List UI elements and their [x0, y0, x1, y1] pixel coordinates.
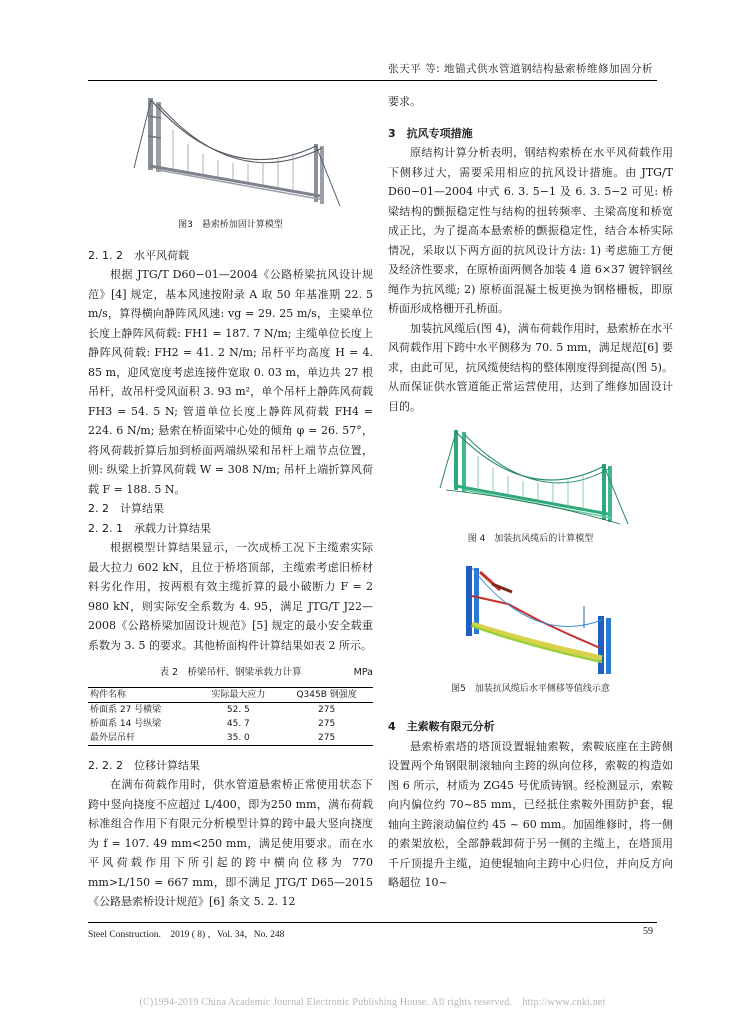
wind-load-paragraph: 根据 JTG/T D60−01—2004《公路桥梁抗风设计规范》[4] 规定，基本风速按附录 A 取 50 年基准期 22. 5 m/s，算得横向静阵风风速: vg = 29. 25 m/s，主梁单位长度上静阵风荷载: FH1 = 187. 7 N/m; 主缆单位长度上静阵风荷载: FH2 = 41. 2 N/m; 吊杆平均高度 H = 4. 85 m，迎风宽度考虑连接件宽取 0. 03 m，单边共 27 根吊杆，故吊杆受风面积 3. 93 m²，单个吊杆上静阵风荷载 FH3 = 54. 5 N; 管道单位长度上静阵风荷载 FH4 = 224. 6 N/m; 悬索在桥面梁中心处的倾角 φ = 26. 57°，将风荷载折算后加到桥面两端纵梁和吊杆上端节点位置，则: 纵梁上折算风荷载 W = 308 N/m; 吊杆上端折算风荷载 F = 188. 5 N。	[88, 268, 373, 496]
table-cell: 275	[318, 732, 336, 743]
table-2	[88, 687, 373, 746]
table-cell: 275	[318, 704, 336, 715]
section-3-heading: 3 抗风专项措施	[388, 126, 473, 140]
page-header	[0, 0, 745, 82]
saddle-paragraph: 悬索桥索塔的塔顶设置辊轴索鞍，索鞍底座在主跨侧设置两个角钢限制滚轴向主跨的纵向位移，索鞍的构造如图 6 所示，材质为 ZG45 号优质铸钢。经检测显示，索鞍向内偏位约 70~85 mm，已经抵住索鞍外围防护套，辊轴向主跨滚动偏位约 45 ~ 60 mm。加固维修时，将一侧的索架放松，全部静载卸荷于另一侧的主缆上，在塔顶用千斤顶提升主缆，迫使辊轴向主跨中心归位，并向反方向略超位 10~	[388, 739, 673, 889]
table-cell: 35. 0	[226, 732, 250, 743]
right-column	[388, 92, 673, 893]
figure-3-caption: 图3 悬索桥加固计算模型	[178, 220, 283, 230]
figure-5-caption: 图5 加装抗风缆后水平侧移等值线示意	[451, 683, 610, 694]
page-number: 59	[643, 926, 653, 937]
section-4-heading: 4 主索鞍有限元分析	[388, 720, 495, 733]
table-2-caption: 表 2 桥梁吊杆、钢梁承载力计算	[159, 667, 302, 678]
figure-4-caption: 图 4 加装抗风缆后的计算模型	[467, 534, 594, 544]
copyright-notice: (C)1994-2019 China Academic Journal Electronic Publishing House. All rights reserved. http://www.cnki.net	[139, 997, 606, 1008]
wind-measure-paragraph: 原结构计算分析表明，钢结构索桥在水平风荷载作用下侧移过大，需要采用相应的抗风设计措施。由 JTG/T D60−01—2004 中式 6. 3. 5−1 及 6. 3. 5−2 可见: 桥梁结构的颤振稳定性与结构的扭转频率、主梁高度和桥宽成正比，为了提高本悬索桥的颤振稳定性，结合本桥实际情况，采取以下两方面的抗风设计方法: 1) 考虑施工方便及经济性要求，在原桥面两侧各加装 4 道 6×37 镀锌钢丝绳作为抗风缆; 2) 原桥面混凝土板更换为钢格栅板，即原桥面形成格栅开孔桥面。	[388, 146, 673, 315]
table-cell: 最外层吊杆	[90, 732, 136, 743]
section-2-2-heading: 2. 2 计算结果	[88, 502, 164, 515]
capacity-paragraph: 根据模型计算结果显示，一次成桥工况下主缆索实际最大拉力 602 kN，且位于桥塔顶部，主缆索考虑旧桥材料劣化作用，按两根有效主缆折算的最小破断力 F = 2 980 kN，则实际安全系数为 4. 95，满足 JTG/T J22—2008《公路桥梁加固设计规范》[5] 规定的最小安全载重系数为 3. 5 的要求。其他桥面构件计算结果如表 2 所示。	[88, 541, 373, 652]
journal-citation: Steel Construction. 2019 ( 8) ，Vol. 34，No. 248	[88, 930, 285, 940]
section-2-1-2-heading: 2. 1. 2 水平风荷载	[88, 248, 189, 262]
running-title: 张天平 等: 地锚式供水管道钢结构悬索桥维修加固分析	[388, 63, 653, 75]
table-header-cell: Q345B 钢强度	[296, 689, 357, 700]
table-row	[88, 702, 373, 717]
left-column	[88, 92, 373, 912]
lateral-displacement-contour-figure	[388, 562, 673, 678]
table-2-unit: MPa	[353, 667, 373, 678]
wind-cable-model-figure	[388, 424, 673, 528]
table-row	[88, 731, 373, 746]
figure-5	[388, 562, 673, 678]
table-cell: 52. 5	[226, 704, 250, 715]
section-2-2-2-heading: 2. 2. 2 位移计算结果	[88, 758, 200, 772]
figure-3	[88, 96, 373, 214]
displacement-paragraph: 在满布荷载作用时，供水管道悬索桥正常使用状态下跨中竖向挠度不应超过 L/400，即为250 mm，满布荷载标准组合作用下有限元分析模型计算的跨中最大竖向挠度为 f = 107. 49 mm<250 mm，满足使用要求。而在水平风荷载作用下所引起的跨中横向位移为 770 mm>L/150 = 667 mm，即不满足 JTG/T D65—2015《公路悬索桥设计规范》[6] 条文 5. 2. 12	[88, 778, 373, 908]
header-rule	[88, 80, 657, 81]
table-cell: 桥面系 14 号纵梁	[90, 718, 162, 729]
table-header-row	[88, 687, 373, 702]
table-cell: 45. 7	[226, 718, 250, 729]
continued-text: 要求。	[388, 95, 421, 108]
table-header-cell: 实际最大应力	[211, 689, 266, 700]
wind-result-paragraph: 加装抗风缆后(图 4)，满布荷载作用时，悬索桥在水平风荷载作用下跨中水平侧移为 70. 5 mm，满足规范[6] 要求，由此可见，抗风缆使结构的整体刚度得到提高(图 5)。从而保证供水管道能正常运营使用，达到了维修加固设计目的。	[388, 321, 673, 413]
table-header-cell: 构件名称	[90, 689, 127, 700]
table-2-caption-row	[88, 663, 373, 683]
footer-rule	[88, 922, 657, 923]
suspension-bridge-model-figure	[88, 96, 373, 214]
table-cell: 275	[318, 718, 336, 729]
figure-4	[388, 424, 673, 528]
table-cell: 桥面系 27 号横梁	[90, 704, 162, 715]
table-row	[88, 717, 373, 731]
section-2-2-1-heading: 2. 2. 1 承载力计算结果	[88, 521, 211, 535]
